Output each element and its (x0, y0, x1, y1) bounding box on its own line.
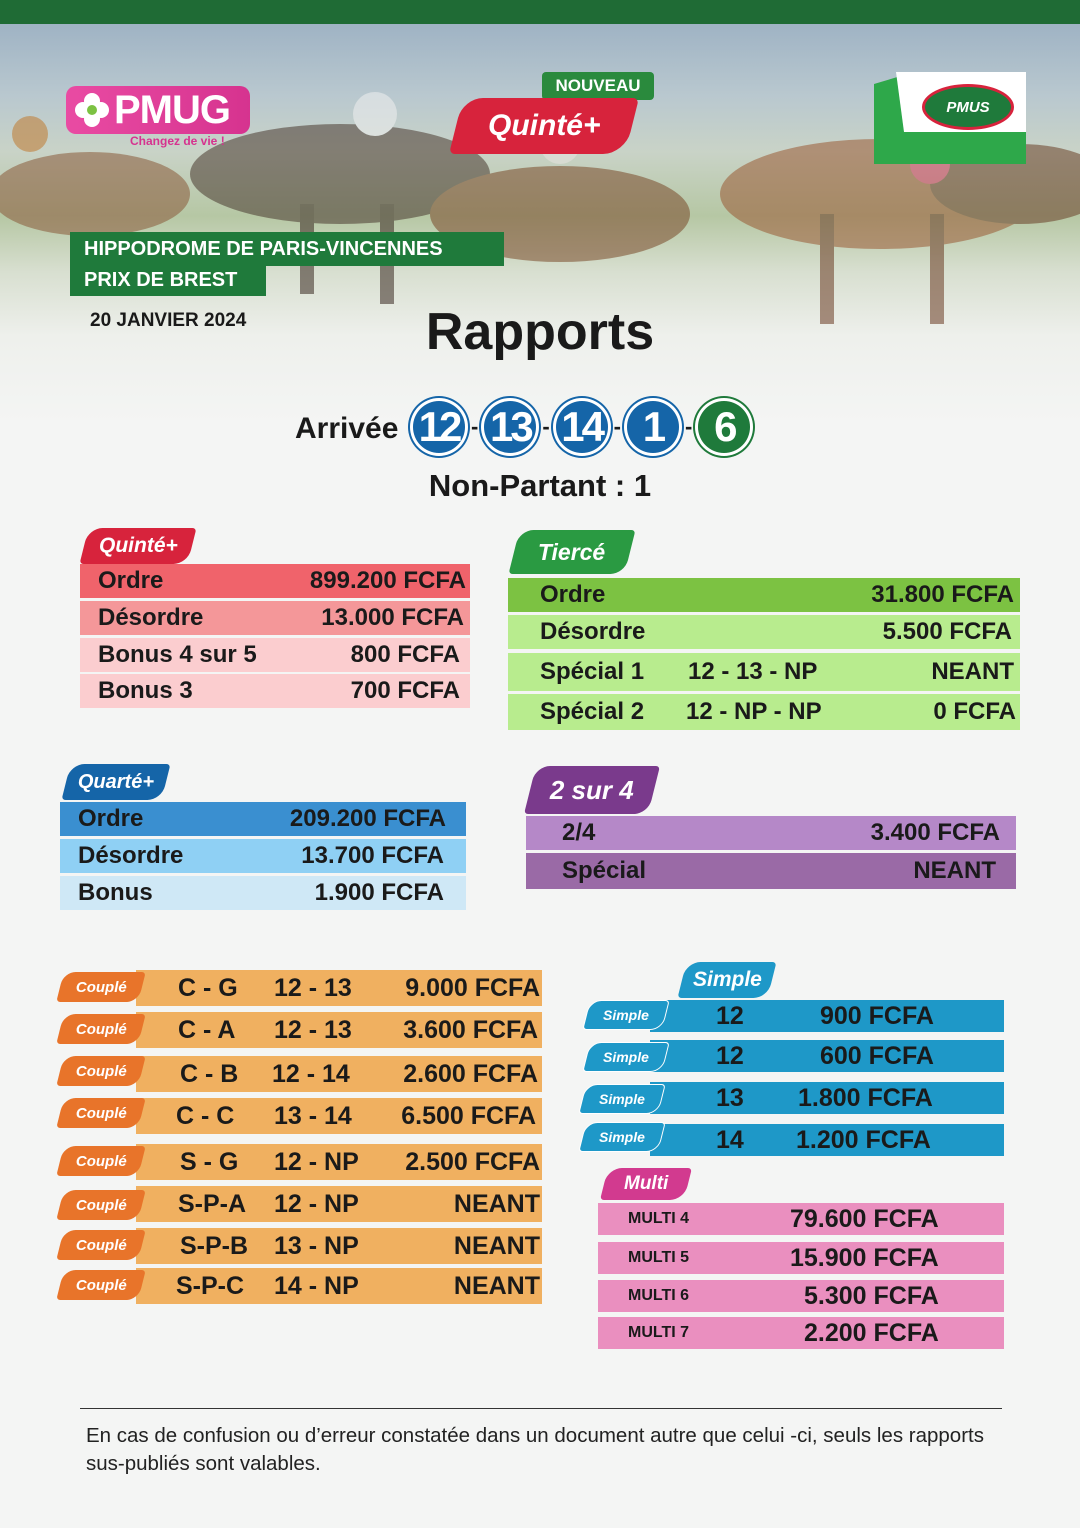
quarte-tag (62, 764, 171, 800)
quarte-label: Bonus (78, 879, 153, 906)
quinte-label: Bonus 3 (98, 677, 193, 704)
footer-divider (80, 1408, 1002, 1409)
deux-sur-quatre-value: 3.400 FCFA (870, 819, 1000, 846)
tierce-label: Spécial 1 (540, 658, 645, 685)
simple-value: 900 FCFA (820, 1001, 934, 1030)
multi-row (598, 1280, 1004, 1312)
separator-dash: - (613, 414, 621, 439)
nouveau-badge: NOUVEAU (542, 72, 654, 100)
arrivee-ball-4: 1 (624, 398, 682, 456)
simple-row (650, 1124, 1004, 1156)
quinte-label: Ordre (98, 567, 164, 594)
quarte-row (60, 876, 466, 910)
arrivee-numbers (410, 398, 753, 456)
quarte-label: Désordre (78, 842, 184, 869)
simple-tag-label: Simple (692, 968, 762, 991)
quinte-row (80, 564, 470, 598)
quarte-value: 13.700 FCFA (301, 842, 444, 869)
couple-value: NEANT (453, 1271, 540, 1300)
couple-row (136, 1228, 542, 1264)
couple-row (136, 970, 542, 1006)
arrivee-ball-2: 13 (481, 398, 539, 456)
multi-row (598, 1203, 1004, 1235)
quinte-row (80, 601, 470, 635)
pmug-logo[interactable] (66, 86, 250, 134)
prix-name: PRIX DE BREST (70, 264, 266, 296)
multi-value: 2.200 FCFA (804, 1318, 939, 1347)
footer-disclaimer: En cas de confusion ou d’erreur constatée dans un document autre que celui -ci, seuls les rapports sus-publiés sont valables. (86, 1424, 984, 1475)
quinte-value: 700 FCFA (350, 677, 460, 704)
couple-value: 2.500 FCFA (405, 1147, 540, 1176)
deux-sur-quatre-tag (524, 766, 660, 814)
deux-sur-quatre-row (526, 816, 1016, 850)
simple-row-tag-label: Simple (599, 1091, 645, 1107)
simple-row (650, 1000, 1004, 1032)
couple-tag-label: Couplé (75, 1276, 127, 1294)
multi-row (598, 1242, 1004, 1274)
multi-label: MULTI 7 (628, 1324, 690, 1341)
arrivee-ball-3: 14 (553, 398, 611, 456)
couple-tag (56, 972, 145, 1002)
couple-table (56, 968, 542, 1306)
deux-sur-quatre-label: 2/4 (562, 819, 596, 846)
quarte-label: Ordre (78, 805, 144, 832)
quinte-label: Désordre (98, 604, 204, 631)
couple-row (136, 1186, 542, 1222)
tierce-label: Désordre (540, 618, 646, 645)
simple-tag (678, 962, 777, 998)
deux-sur-quatre-label: Spécial (562, 857, 647, 884)
tierce-label: Spécial 2 (540, 698, 645, 725)
couple-type: S-P-C (176, 1271, 245, 1300)
simple-row-tag (582, 1042, 669, 1072)
couple-tag-label: Couplé (75, 1020, 127, 1038)
couple-tag-label: Couplé (75, 1062, 127, 1080)
quinte-tag (80, 528, 197, 564)
separator-dash: - (471, 414, 479, 439)
couple-tag (56, 1098, 145, 1128)
couple-value: 2.600 FCFA (403, 1059, 538, 1088)
race-date: 20 JANVIER 2024 (90, 310, 247, 331)
couple-row (136, 1268, 542, 1304)
multi-value: 15.900 FCFA (790, 1243, 939, 1272)
couple-value: 9.000 FCFA (405, 973, 540, 1002)
multi-tag-label: Multi (623, 1173, 669, 1194)
hippodrome-name: HIPPODROME DE PARIS-VINCENNES (70, 232, 504, 266)
multi-value: 5.300 FCFA (804, 1281, 939, 1310)
couple-tag (56, 1014, 145, 1044)
couple-value: NEANT (453, 1189, 540, 1218)
couple-type: S - G (180, 1147, 239, 1176)
simple-row-tag (578, 1122, 665, 1152)
quarte-row (60, 839, 466, 873)
quinte-plus-logo-text: Quinté+ (487, 109, 601, 142)
non-partant: Non-Partant : 1 (428, 468, 652, 503)
quinte-label: Bonus 4 sur 5 (98, 641, 257, 668)
couple-type: S-P-B (180, 1231, 249, 1260)
couple-tag-label: Couplé (75, 1236, 127, 1254)
couple-tag (56, 1270, 145, 1300)
simple-table (580, 998, 1006, 1158)
quarte-value: 209.200 FCFA (289, 805, 446, 832)
quarte-row (60, 802, 466, 836)
quinte-row (80, 674, 470, 708)
quinte-value: 899.200 FCFA (309, 567, 466, 594)
couple-type: C - B (180, 1059, 239, 1088)
multi-value: 79.600 FCFA (790, 1204, 939, 1233)
tierce-combo: 12 - 13 - NP (688, 658, 818, 685)
simple-number: 12 (716, 1041, 744, 1070)
tierce-row (508, 578, 1020, 612)
couple-combo: 13 - 14 (274, 1101, 352, 1130)
arrivee-label: Arrivée (295, 412, 399, 445)
couple-combo: 13 - NP (274, 1231, 359, 1260)
top-bar (0, 0, 1080, 24)
brand-name: PMUG (114, 87, 230, 132)
quinte-row (80, 638, 470, 672)
arrivee-ball-1: 12 (410, 398, 468, 456)
deux-sur-quatre-tag-label: 2 sur 4 (550, 774, 634, 805)
couple-tag (56, 1230, 145, 1260)
multi-tag (600, 1168, 692, 1200)
tierce-value: 0 FCFA (933, 698, 1016, 725)
simple-row-tag-label: Simple (603, 1049, 649, 1065)
couple-combo: 12 - NP (274, 1189, 359, 1218)
tierce-tag-label: Tiercé (538, 538, 606, 565)
deux-sur-quatre-row (526, 853, 1016, 889)
tierce-row (508, 615, 1020, 649)
deux-sur-quatre-value: NEANT (913, 857, 996, 884)
quarte-tag-label: Quarté+ (77, 770, 155, 793)
arrivee-ball-5: 6 (695, 398, 753, 456)
couple-combo: 12 - 13 (274, 973, 352, 1002)
separator-dash: - (684, 414, 693, 439)
tierce-value: 31.800 FCFA (871, 581, 1014, 608)
simple-row-tag (578, 1084, 665, 1114)
tierce-value: 5.500 FCFA (882, 618, 1012, 645)
quinte-value: 800 FCFA (350, 641, 460, 668)
couple-type: C - A (178, 1015, 236, 1044)
couple-type: C - C (176, 1101, 235, 1130)
simple-row-tag-label: Simple (599, 1129, 645, 1145)
couple-row (136, 1144, 542, 1180)
couple-value: 6.500 FCFA (401, 1101, 536, 1130)
tierce-value: NEANT (931, 658, 1014, 685)
quarte-value: 1.900 FCFA (314, 879, 444, 906)
couple-combo: 14 - NP (274, 1271, 359, 1300)
couple-combo: 12 - 14 (272, 1059, 350, 1088)
tierce-label: Ordre (540, 581, 606, 608)
couple-tag-label: Couplé (75, 978, 127, 996)
tierce-row (508, 653, 1020, 691)
tierce-combo: 12 - NP - NP (686, 698, 822, 725)
simple-number: 14 (716, 1125, 744, 1154)
couple-value: NEANT (453, 1231, 540, 1260)
couple-type: C - G (178, 973, 238, 1002)
couple-tag-label: Couplé (75, 1104, 127, 1122)
clover-icon (72, 90, 112, 130)
couple-row (136, 1012, 542, 1048)
simple-value: 600 FCFA (820, 1041, 934, 1070)
quinte-value: 13.000 FCFA (321, 604, 464, 631)
couple-tag (56, 1056, 145, 1086)
simple-row (650, 1040, 1004, 1072)
couple-tag-label: Couplé (75, 1152, 127, 1170)
couple-tag-label: Couplé (75, 1196, 127, 1214)
couple-value: 3.600 FCFA (403, 1015, 538, 1044)
separator-dash: - (542, 414, 550, 439)
tierce-row (508, 694, 1020, 730)
page-title: Rapports (425, 303, 655, 361)
simple-value: 1.800 FCFA (798, 1083, 933, 1112)
quinte-tag-label: Quinté+ (98, 534, 178, 557)
couple-tag (56, 1190, 145, 1220)
couple-combo: 12 - 13 (274, 1015, 352, 1044)
tierce-tag (509, 530, 636, 574)
brand-tagline: Changez de vie ! (130, 134, 225, 148)
couple-combo: 12 - NP (274, 1147, 359, 1176)
couple-type: S-P-A (178, 1189, 247, 1218)
multi-label: MULTI 4 (628, 1210, 690, 1227)
simple-row-tag (582, 1000, 669, 1030)
quinte-plus-logo (449, 98, 639, 154)
simple-value: 1.200 FCFA (796, 1125, 931, 1154)
couple-tag (56, 1146, 145, 1176)
pmus-logo[interactable]: PMUS (922, 84, 1014, 130)
multi-label: MULTI 5 (628, 1249, 690, 1266)
simple-row (650, 1082, 1004, 1114)
simple-number: 12 (716, 1001, 744, 1030)
simple-row-tag-label: Simple (603, 1007, 649, 1023)
couple-row (136, 1056, 542, 1092)
multi-label: MULTI 6 (628, 1287, 690, 1304)
multi-row (598, 1317, 1004, 1349)
couple-row (136, 1098, 542, 1134)
simple-number: 13 (716, 1083, 744, 1112)
